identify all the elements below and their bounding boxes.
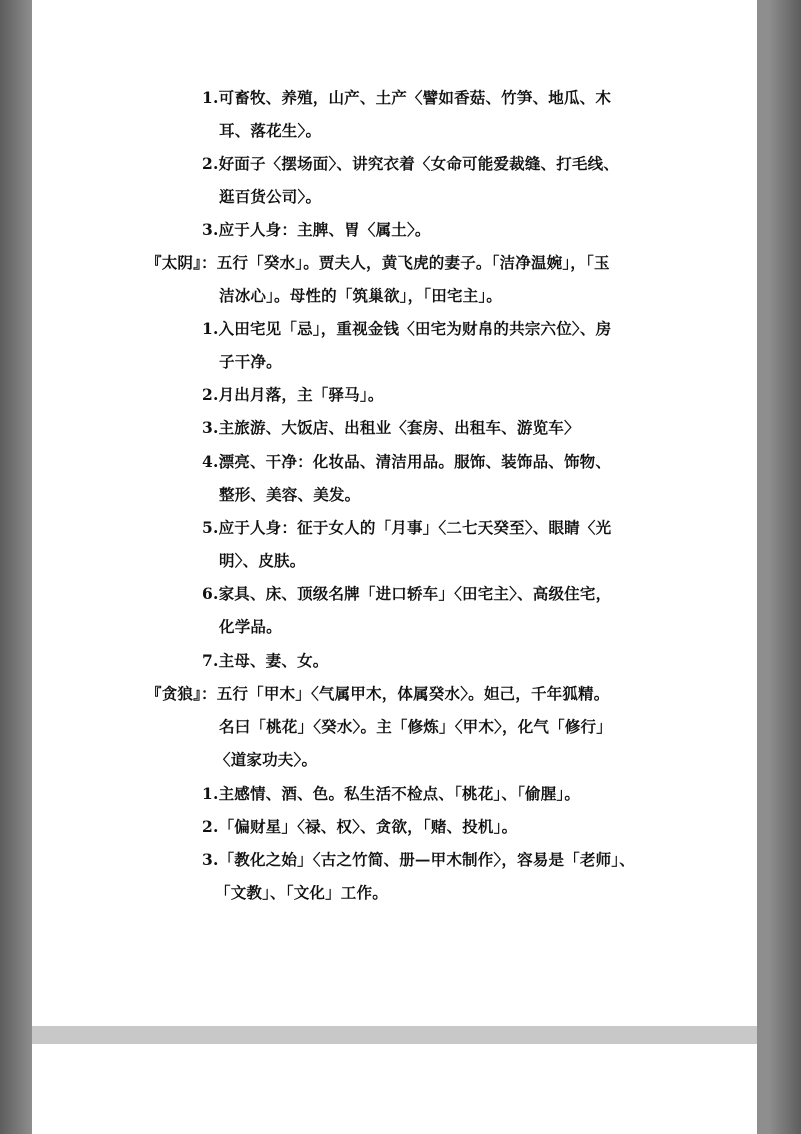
text-line: 〈道家功夫〉。 <box>215 750 318 769</box>
text-line: 4.漂亮、干净：化妆品、清洁用品。服饰、装饰品、饰物、 <box>202 452 612 471</box>
section-heading-taiyin: 『太阴』：五行「癸水」。贾夫人，黄飞虎的妻子。「洁净温婉」，「玉 <box>146 253 610 272</box>
text-line: 明〉、皮肤。 <box>219 551 306 570</box>
text-line: 耳、落花生〉。 <box>219 121 322 140</box>
text-line: 2.「偏财星」〈禄、权〉、贪欲，「赌、投机」。 <box>202 817 518 836</box>
text-line: 1.入田宅见「忌」，重视金钱〈田宅为财帛的共宗六位〉、房 <box>202 319 612 338</box>
text-line: 5.应于人身：征于女人的「月事」〈二七天癸至〉、眼睛〈光 <box>202 518 612 537</box>
text-line: 整形、美容、美发。 <box>219 485 361 504</box>
text-line: 3.应于人身：主脾、胃〈属土〉。 <box>202 220 431 239</box>
text-line: 子干净。 <box>219 352 282 371</box>
text-line: 名曰「桃花」〈癸水〉。主「修炼」〈甲木〉，化气「修行」 <box>219 717 612 736</box>
page-separator <box>32 1026 757 1044</box>
text-line: 2.好面子〈摆场面〉、讲究衣着〈女命可能爱裁缝、打毛线、 <box>202 154 620 173</box>
text-line: 「文教」、「文化」工作。 <box>215 883 388 902</box>
text-line: 1.可畜牧、养殖，山产、土产〈譬如香菇、竹笋、地瓜、木 <box>202 88 612 107</box>
text-line: 逛百货公司〉。 <box>219 187 322 206</box>
text-line: 3.主旅游、大饭店、出租业〈套房、出租车、游览车〉 <box>202 418 580 437</box>
section-heading-tanlang: 『贪狼』：五行「甲木」〈气属甲木，体属癸水〉。妲己，千年狐精。 <box>146 684 610 703</box>
text-line: 6.家具、床、顶级名牌「进口轿车」〈田宅主〉、高级住宅， <box>202 584 612 603</box>
text-line: 1.主感情、酒、色。私生活不检点、「桃花」、「偷腥」。 <box>202 784 581 803</box>
text-line: 洁冰心」。母性的「筑巢欲」，「田宅主」。 <box>219 286 503 305</box>
text-line: 2.月出月落，主「驿马」。 <box>202 385 384 404</box>
next-document-page <box>32 1044 757 1134</box>
text-line: 3.「教化之始」〈古之竹简、册—甲木制作〉，容易是「老师」、 <box>202 850 635 869</box>
text-line: 7.主母、妻、女。 <box>202 651 329 670</box>
text-line: 化学品。 <box>219 617 282 636</box>
